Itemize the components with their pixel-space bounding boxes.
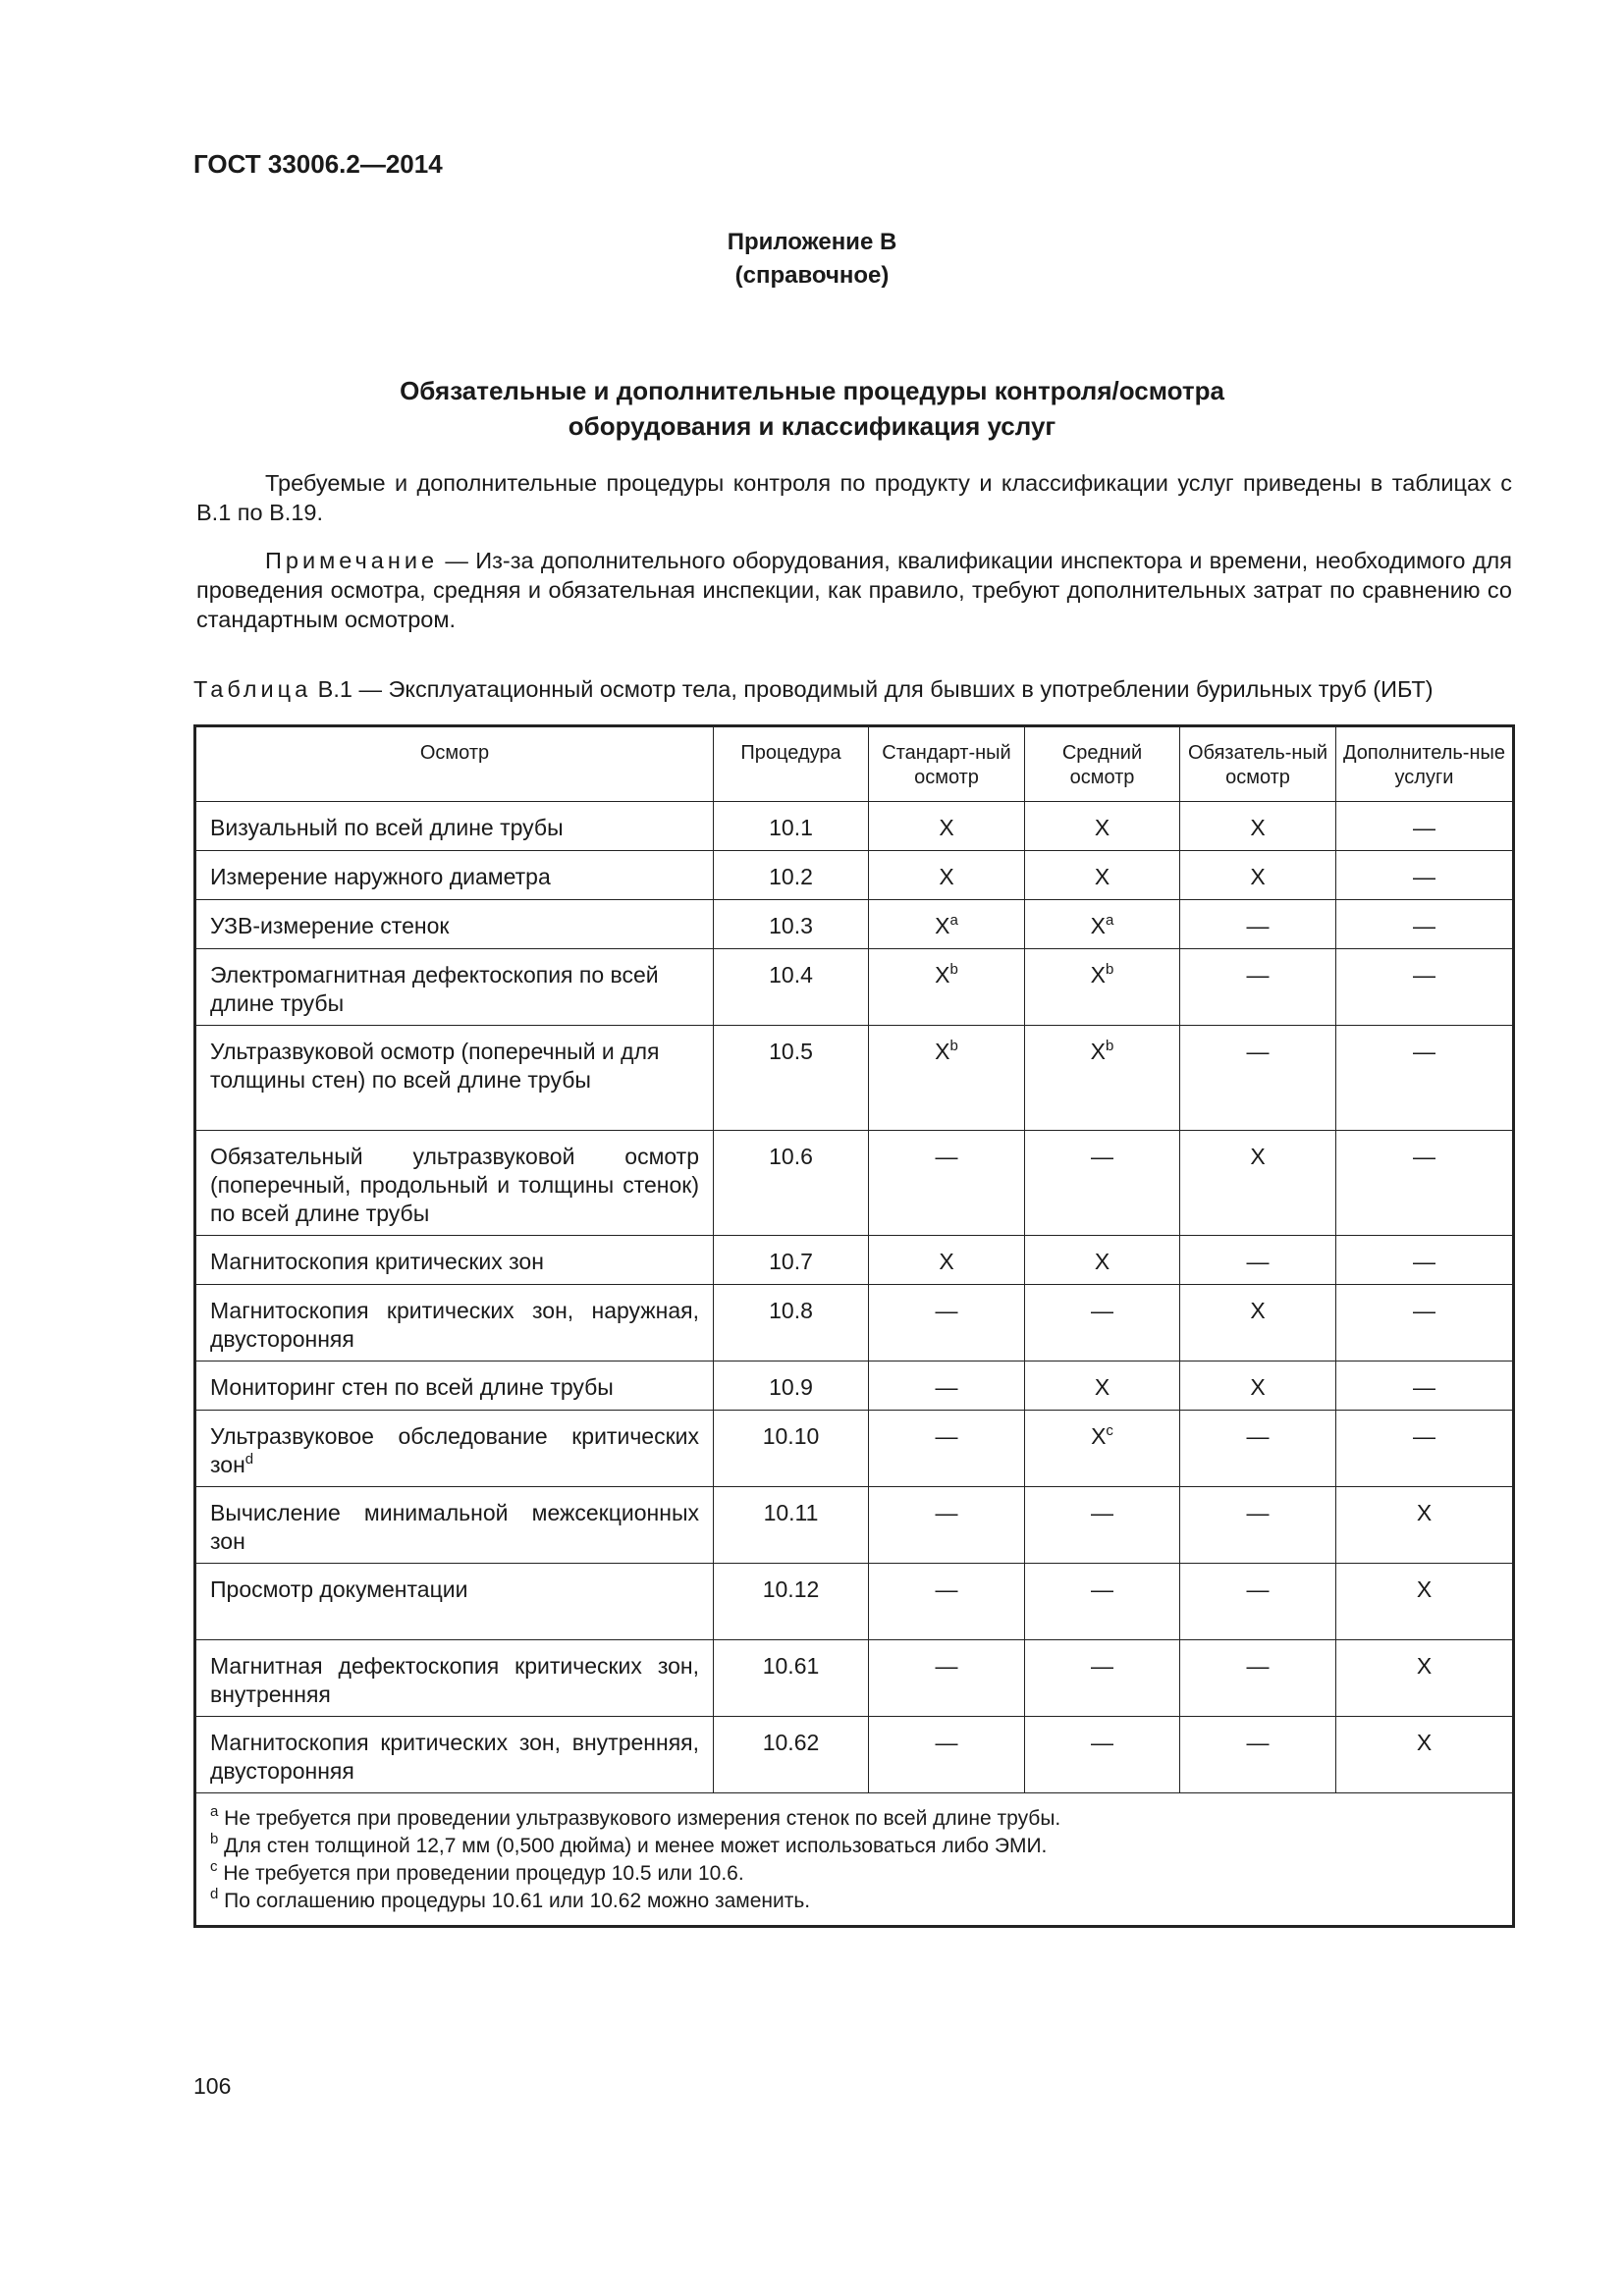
additional-cell: — (1336, 1236, 1514, 1285)
table-row (195, 1487, 1514, 1564)
table-row (195, 802, 1514, 851)
inspection-table (193, 724, 1515, 1928)
additional-cell: — (1336, 949, 1514, 1026)
standard-cell: — (869, 1362, 1025, 1411)
procedure-number: 10.7 (714, 1236, 869, 1285)
procedure-number: 10.11 (714, 1487, 869, 1564)
intro-paragraph: Требуемые и дополнительные процедуры контроля по продукту и классификации услуг приведены в таблицах с В.1 по В.19. (196, 470, 1512, 525)
inspection-name: Измерение наружного диаметра (195, 851, 714, 900)
footnote-ref: a (1106, 912, 1114, 929)
medium-cell: X (1025, 851, 1180, 900)
footnote (210, 1833, 1498, 1860)
footnote-ref: b (949, 1038, 958, 1054)
section-title-line-2: оборудования и классификация услуг (568, 411, 1056, 441)
inspection-name: Магнитоскопия критических зон, наружная, двусторонняя (195, 1285, 714, 1362)
mandatory-cell: — (1180, 1487, 1336, 1564)
table-row (195, 1026, 1514, 1131)
medium-cell: X (1025, 802, 1180, 851)
procedure-number: 10.1 (714, 802, 869, 851)
standard-cell: X (869, 802, 1025, 851)
footnote-ref: c (1106, 1422, 1113, 1439)
mandatory-cell: — (1180, 949, 1336, 1026)
inspection-name: Магнитная дефектоскопия критических зон, внутренняя (195, 1640, 714, 1717)
appendix-title: Приложение В (727, 229, 897, 255)
note-paragraph (196, 546, 1512, 634)
table-row (195, 949, 1514, 1026)
additional-cell: — (1336, 1285, 1514, 1362)
cell-value: X (1091, 1423, 1107, 1449)
inspection-name: Ультразвуковой осмотр (поперечный и для толщины стен) по всей длине трубы (195, 1026, 714, 1131)
footnote-text: Для стен толщиной 12,7 мм (0,500 дюйма) и менее может использоваться либо ЭМИ. (218, 1835, 1048, 1857)
mandatory-cell: X (1180, 1362, 1336, 1411)
inspection-name: Обязательный ультразвуковой осмотр (поперечный, продольный и толщины стенок) по всей длине трубы (195, 1131, 714, 1236)
medium-cell: — (1025, 1717, 1180, 1793)
footnote-mark: b (210, 1831, 219, 1847)
medium-cell: — (1025, 1487, 1180, 1564)
mandatory-cell: — (1180, 1411, 1336, 1487)
footnote-ref: b (949, 961, 958, 978)
procedure-number: 10.8 (714, 1285, 869, 1362)
medium-cell: X (1025, 1236, 1180, 1285)
footnote (210, 1888, 1498, 1915)
standard-cell (869, 1026, 1025, 1131)
footnotes-cell (195, 1793, 1514, 1927)
mandatory-cell: — (1180, 1236, 1336, 1285)
standard-cell: — (869, 1487, 1025, 1564)
page-number: 106 (193, 2073, 232, 2099)
footnote-ref: a (949, 912, 958, 929)
cell-value: X (1090, 1039, 1106, 1064)
additional-cell: X (1336, 1717, 1514, 1793)
header-procedure: Процедура (714, 726, 869, 802)
standard-cell: X (869, 1236, 1025, 1285)
inspection-name: Магнитоскопия критических зон (195, 1236, 714, 1285)
footnotes-row (195, 1793, 1514, 1927)
mandatory-cell: X (1180, 851, 1336, 900)
header-medium: Средний осмотр (1025, 726, 1180, 802)
appendix-heading (0, 226, 1624, 293)
cell-value: X (1090, 962, 1106, 988)
additional-cell: X (1336, 1640, 1514, 1717)
inspection-name: Вычисление минимальной межсекционных зон (195, 1487, 714, 1564)
inspection-name: Электромагнитная дефектоскопия по всей длине трубы (195, 949, 714, 1026)
procedure-number: 10.2 (714, 851, 869, 900)
standard-cell: — (869, 1411, 1025, 1487)
procedure-number: 10.12 (714, 1564, 869, 1640)
table-row (195, 900, 1514, 949)
section-title-line-1: Обязательные и дополнительные процедуры контроля/осмотра (400, 376, 1224, 405)
procedure-number: 10.5 (714, 1026, 869, 1131)
standard-cell: — (869, 1285, 1025, 1362)
procedure-number: 10.61 (714, 1640, 869, 1717)
medium-cell: — (1025, 1131, 1180, 1236)
header-additional: Дополнитель-ные услуги (1336, 726, 1514, 802)
procedure-number: 10.4 (714, 949, 869, 1026)
inspection-name: Магнитоскопия критических зон, внутренняя, двусторонняя (195, 1717, 714, 1793)
cell-value: X (935, 962, 950, 988)
header-standard: Стандарт-ный осмотр (869, 726, 1025, 802)
footnote-mark: c (210, 1858, 218, 1875)
section-title (0, 373, 1624, 444)
standard-cell: — (869, 1640, 1025, 1717)
standard-cell (869, 900, 1025, 949)
medium-cell: — (1025, 1640, 1180, 1717)
table-row (195, 1411, 1514, 1487)
additional-cell: X (1336, 1564, 1514, 1640)
medium-cell: — (1025, 1285, 1180, 1362)
standard-cell: — (869, 1131, 1025, 1236)
additional-cell: — (1336, 900, 1514, 949)
medium-cell (1025, 900, 1180, 949)
note-text: — Из-за дополнительного оборудования, квалификации инспектора и времени, необходимого для проведения осмотра, средняя и обязательная инспекции, как правило, требуют дополнительных затрат по сравнению со стандартным осмотром. (196, 548, 1512, 632)
inspection-name-text: Ультразвуковое обследование критических зон (210, 1423, 699, 1477)
cell-value: X (935, 1039, 950, 1064)
medium-cell: — (1025, 1564, 1180, 1640)
mandatory-cell: X (1180, 1131, 1336, 1236)
standard-cell: — (869, 1564, 1025, 1640)
document-code: ГОСТ 33006.2—2014 (193, 149, 443, 179)
appendix-subtitle: (справочное) (734, 262, 890, 289)
footnote-text: Не требуется при проведении ультразвукового измерения стенок по всей длине трубы. (218, 1807, 1061, 1830)
procedure-number: 10.3 (714, 900, 869, 949)
note-label: Примечание (265, 548, 439, 573)
mandatory-cell: X (1180, 802, 1336, 851)
procedure-number: 10.10 (714, 1411, 869, 1487)
additional-cell: — (1336, 1362, 1514, 1411)
mandatory-cell: — (1180, 1564, 1336, 1640)
mandatory-cell: — (1180, 1640, 1336, 1717)
inspection-name: Мониторинг стен по всей длине трубы (195, 1362, 714, 1411)
table-caption-label: Таблица (193, 676, 312, 702)
table-row (195, 1131, 1514, 1236)
procedure-number: 10.62 (714, 1717, 869, 1793)
standard-cell (869, 949, 1025, 1026)
table-row (195, 851, 1514, 900)
table-row (195, 1362, 1514, 1411)
table-header-row (195, 726, 1514, 802)
table-row (195, 1717, 1514, 1793)
medium-cell (1025, 949, 1180, 1026)
table-row (195, 1640, 1514, 1717)
additional-cell: — (1336, 802, 1514, 851)
footnote-text: Не требуется при проведении процедур 10.5 или 10.6. (217, 1862, 744, 1885)
mandatory-cell: X (1180, 1285, 1336, 1362)
table-caption (193, 676, 1434, 703)
additional-cell: — (1336, 1411, 1514, 1487)
inspection-name (195, 1411, 714, 1487)
mandatory-cell: — (1180, 1026, 1336, 1131)
procedure-number: 10.6 (714, 1131, 869, 1236)
footnote-ref: d (244, 1451, 254, 1468)
inspection-name: Просмотр документации (195, 1564, 714, 1640)
cell-value: X (935, 913, 950, 938)
additional-cell: — (1336, 851, 1514, 900)
table-row (195, 1236, 1514, 1285)
additional-cell: — (1336, 1026, 1514, 1131)
medium-cell: X (1025, 1362, 1180, 1411)
footnote-mark: d (210, 1886, 219, 1902)
additional-cell: — (1336, 1131, 1514, 1236)
footnote (210, 1805, 1498, 1833)
footnote-ref: b (1106, 961, 1114, 978)
mandatory-cell: — (1180, 1717, 1336, 1793)
standard-cell: — (869, 1717, 1025, 1793)
table-row (195, 1564, 1514, 1640)
header-mandatory: Обязатель-ный осмотр (1180, 726, 1336, 802)
footnote-ref: b (1106, 1038, 1114, 1054)
table-caption-text: В.1 — Эксплуатационный осмотр тела, проводимый для бывших в употреблении бурильных труб (ИБТ) (311, 676, 1434, 702)
footnote (210, 1860, 1498, 1888)
footnote-mark: a (210, 1803, 219, 1820)
additional-cell: X (1336, 1487, 1514, 1564)
cell-value: X (1090, 913, 1106, 938)
medium-cell (1025, 1026, 1180, 1131)
inspection-name: УЗВ-измерение стенок (195, 900, 714, 949)
mandatory-cell: — (1180, 900, 1336, 949)
standard-cell: X (869, 851, 1025, 900)
inspection-name: Визуальный по всей длине трубы (195, 802, 714, 851)
header-inspection: Осмотр (195, 726, 714, 802)
table-row (195, 1285, 1514, 1362)
medium-cell (1025, 1411, 1180, 1487)
procedure-number: 10.9 (714, 1362, 869, 1411)
footnote-text: По соглашению процедуры 10.61 или 10.62 можно заменить. (218, 1890, 811, 1912)
